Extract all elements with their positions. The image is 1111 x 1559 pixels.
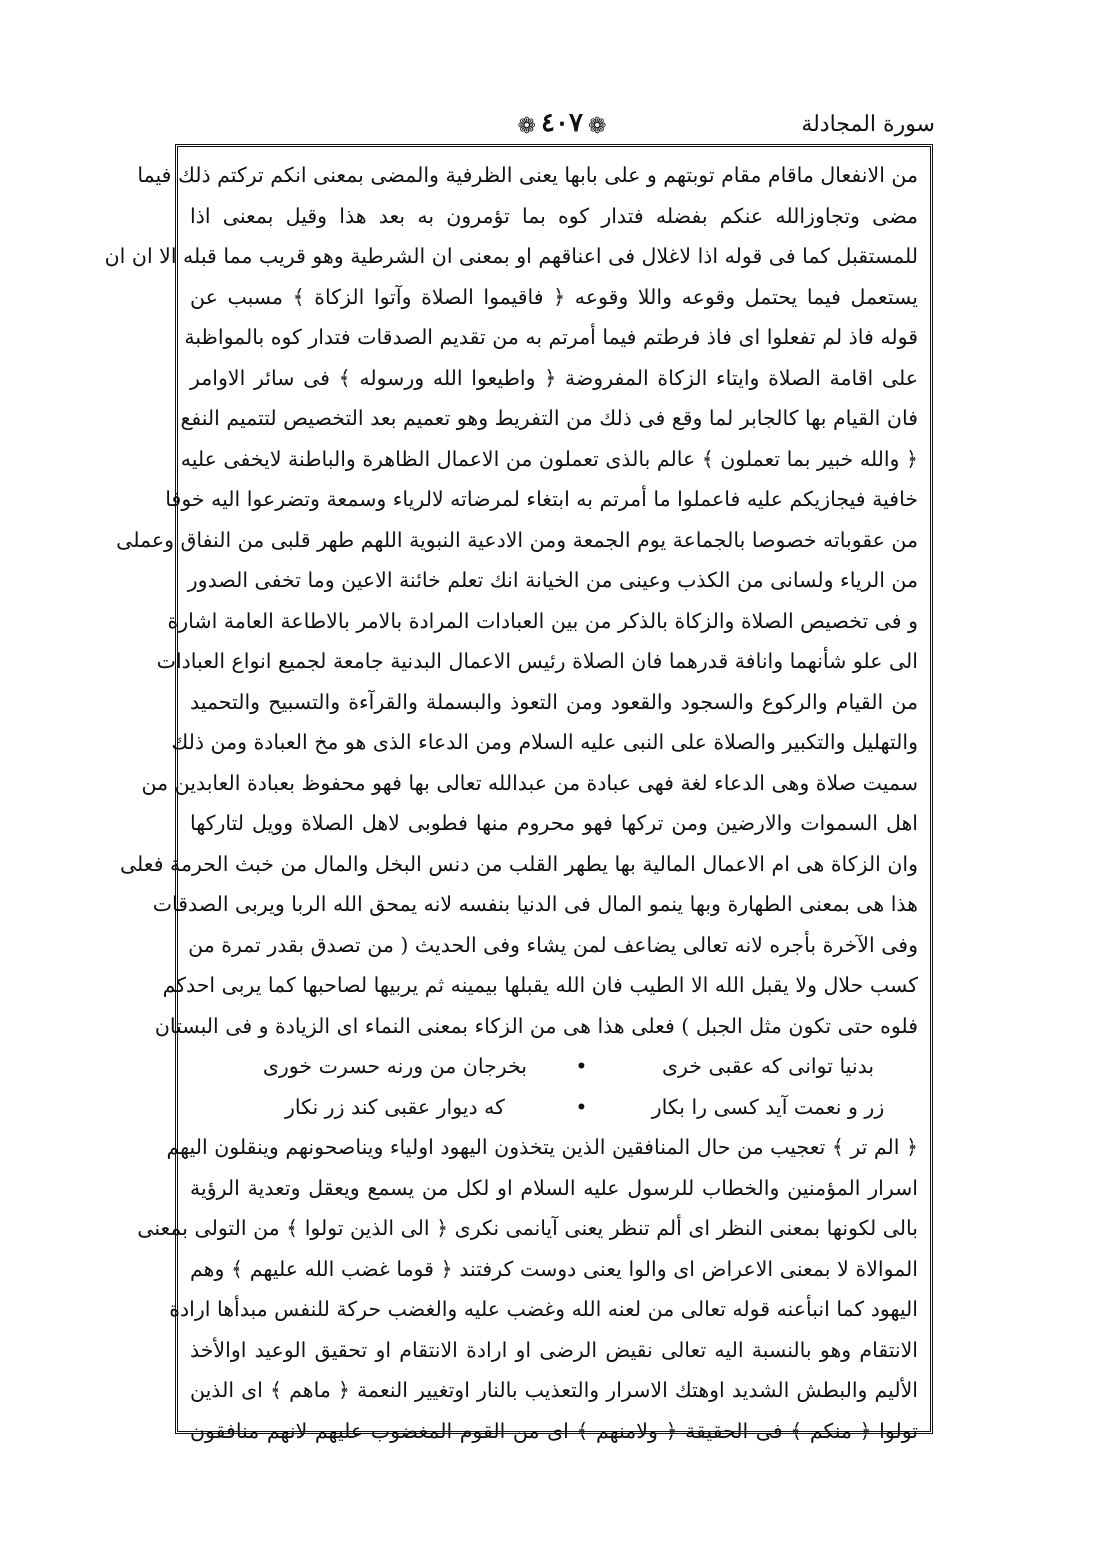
text-line: الأليم والبطش الشديد اوهتك الاسرار والتعذيب بالنار اوتغيير النعمة ﴿ ماهم ﴾ اى الذين [190, 1378, 918, 1402]
text-line: الى علو شأنهما وانافة قدرهما فان الصلاة رئيس الاعمال البدنية جامعة لجميع انواع العبادات [156, 649, 918, 673]
text-line: اسرار المؤمنين والخطاب للرسول عليه السلام او لكل من يسمع ويعقل وتعدية الرؤية [190, 1175, 918, 1200]
text-line: بالى لكونها بمعنى النظر اى ألم تنظر يعنى آيانمى نكرى ﴿ الى الذين تولوا ﴾ من التولى بمعنى [137, 1216, 918, 1240]
text-line: ﴿ الم تر ﴾ تعجيب من حال المنافقين الذين يتخذون اليهود اولياء ويناصحونهم وينقلون اليهم [166, 1135, 918, 1159]
surah-title: سورة المجادلة [801, 112, 935, 137]
text-line: مضى وتجاوزالله عنكم بفضله فتدار كوه بما تؤمرون به بعد هذا وقيل بمعنى اذا [190, 203, 918, 228]
text-line: و فى تخصيص الصلاة والزكاة بالذكر من بين العبادات المرادة بالامر بالاطاعة العامة اشارة [167, 608, 918, 633]
text-line: على اقامة الصلاة وايتاء الزكاة المفروضة ﴿ واطيعوا الله ورسوله ﴾ فى سائر الاوامر [190, 365, 918, 390]
text-line: وان الزكاة هى ام الاعمال المالية بها يطهر القلب من دنس البخل والمال من خبث الحرمة فعلى [119, 851, 918, 876]
text-line: وفى الآخرة بأجره لانه تعالى يضاعف لمن يشاء وفى الحديث ( من تصدق بقدر تمرة من [188, 932, 918, 957]
text-line: يستعمل فيما يحتمل وقوعه واللا وقوعه ﴿ فاقيموا الصلاة وآتوا الزكاة ﴾ مسبب عن [190, 284, 918, 309]
page-header [175, 108, 935, 148]
ornament-icon: ❁ [517, 114, 536, 139]
text-body [104, 155, 918, 1451]
text-line: من عقوباته خصوصا بالجماعة يوم الجمعة ومن الادعية النبوية اللهم طهر قلبى من النفاق وعملى [116, 527, 918, 552]
text-frame [104, 144, 933, 1443]
text-line: ﴿ والله خبير بما تعملون ﴾ عالم بالذى تعملون من الاعمال الظاهرة والباطنة لايخفى عليه [180, 446, 918, 471]
verse-hemistich: زر و نعمت آيد كسى را بكار [651, 1094, 885, 1119]
verse-hemistich: بخرجان من ورنه حسرت خورى [262, 1054, 528, 1078]
verse-hemistich: كه ديوار عقبى كند زر نكار [284, 1094, 505, 1119]
verse-couplet [190, 1087, 918, 1128]
text-line: فلوه حتى تكون مثل الجبل ) فعلى هذا هى من الزكاء بمعنى النماء اى الزيادة و فى البستان [154, 1013, 918, 1038]
text-line: فان القيام بها كالجابر لما وقع فى ذلك من التفريط وهو تعميم بعد التخصيص لتتميم النفع [180, 406, 918, 430]
text-line: من القيام والركوع والسجود والقعود ومن التعوذ والبسملة والقرآءة والتسبيح والتحميد [190, 689, 918, 714]
text-line: قوله فاذ لم تفعلوا اى فاذ فرطتم فيما أمرتم به من تقديم الصدقات فتدار كوه بالمواظبة [184, 325, 918, 349]
text-line: اليهود كما انبأعنه قوله تعالى من لعنه الله وغضب عليه والغضب حركة للنفس مبدأها ارادة [169, 1297, 918, 1321]
verse-separator: • [575, 1054, 588, 1078]
verse-couplet [190, 1046, 918, 1087]
ornament-icon: ❁ [588, 114, 607, 139]
text-line: والتهليل والتكبير والصلاة على النبى عليه السلام ومن الدعاء الذى هو مخ العبادة ومن ذلك [171, 730, 918, 754]
text-line: سميت صلاة وهى الدعاء لغة فهى عبادة من عبدالله تعالى بها فهو محفوظ بعبادة العابدين من [141, 770, 918, 795]
page-number: ٤٠٧ [541, 108, 583, 138]
text-line: كسب حلال ولا يقبل الله الا الطيب فان الله يقبلها بيمينه ثم يربيها لصاحبها كما يربى احدكم [162, 973, 918, 997]
text-line: اهل السموات والارضين ومن تركها فهو محروم منها فطوبى لاهل الصلاة وويل لتاركها [190, 811, 918, 835]
text-line: الانتقام وهو بالنسبة اليه تعالى نقيض الرضى او ارادة الانتقام او تحقيق الوعيد اوالأخذ [190, 1337, 918, 1362]
text-line: هذا هى بمعنى الطهارة وبها ينمو المال فى الدنيا بنفسه لانه يمحق الله الربا ويربى الصدقات [152, 892, 918, 916]
text-line: تولوا ﴿ منكم ﴾ فى الحقيقة ﴿ ولامنهم ﴾ اى من القوم المغضوب عليهم لانهم منافقون [190, 1418, 918, 1443]
text-line: خافية فيجازيكم عليه فاعملوا ما أمرتم به ابتغاء لمرضاته لالرياء وسمعة وتضرعوا اليه خوفا [165, 487, 918, 511]
text-line: من الانفعال ماقام مقام توبتهم و على بابها يعنى الظرفية والمضى بمعنى انكم تركتم ذلك فيما [137, 163, 918, 187]
text-line: للمستقبل كما فى قوله اذا لاغلال فى اعناقهم او بمعنى ان الشرطية وهو قريب مما قبله الا ان ان [104, 244, 918, 268]
verse-separator: • [575, 1094, 588, 1119]
text-line: من الرياء ولسانى من الكذب وعينى من الخيانة انك تعلم خائنة الاعين وما تخفى الصدور [187, 568, 918, 592]
page-number-block [497, 108, 627, 144]
text-line: الموالاة لا بمعنى الاعراض اى والوا يعنى دوست كرفتند ﴿ قوما غضب الله عليهم ﴾ وهم [190, 1256, 918, 1281]
verse-hemistich: بدنيا توانى كه عقبى خرى [661, 1054, 875, 1078]
